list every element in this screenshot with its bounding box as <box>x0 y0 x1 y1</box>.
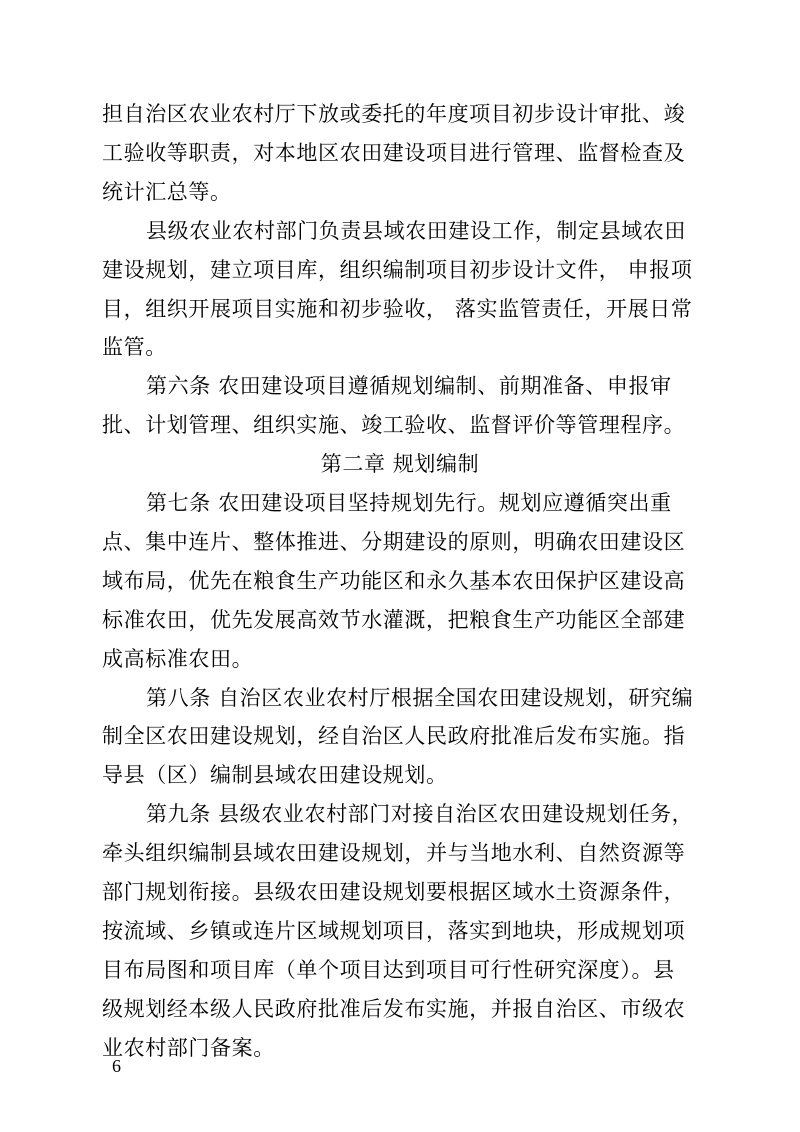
text-line: 点、集中连片、整体推进、分期建设的原则，明确农田建设区 <box>102 529 686 554</box>
article-6-line: 第六条 农田建设项目遵循规划编制、前期准备、申报审 <box>146 374 672 399</box>
text-line: 工验收等职责，对本地区农田建设项目进行管理、监督检查及 <box>102 140 686 165</box>
text-line: 建设规划，建立项目库，组织编制项目初步设计文件， 申报项 <box>102 257 693 282</box>
text-line: 级规划经本级人民政府批准后发布实施，并报自治区、市级农 <box>102 996 686 1021</box>
text-line: 担自治区农业农村厅下放或委托的年度项目初步设计审批、竣 <box>102 102 686 126</box>
article-9-line: 第九条 县级农业农村部门对接自治区农田建设规划任务， <box>146 802 694 827</box>
text-line: 域布局，优先在粮食生产功能区和永久基本农田保护区建设高 <box>102 568 686 593</box>
text-line: 监管。 <box>102 335 167 360</box>
text-line: 目布局图和项目库（单个项目达到项目可行性研究深度）。县 <box>102 957 675 982</box>
text-line: 牵头组织编制县域农田建设规划，并与当地水利、自然资源等 <box>102 841 686 866</box>
page-number: 6 <box>112 1056 121 1076</box>
text-line: 统计汇总等。 <box>102 179 232 204</box>
text-line: 导县（区）编制县域农田建设规划。 <box>102 763 448 788</box>
text-line: 批、计划管理、组织实施、竣工验收、监督评价等管理程序。 <box>102 413 686 438</box>
text-line: 业农村部门备案。 <box>102 1035 275 1060</box>
text-line: 制全区农田建设规划，经自治区人民政府批准后发布实施。指 <box>102 724 686 749</box>
text-line: 部门规划衔接。县级农田建设规划要根据区域水土资源条件， <box>102 880 686 904</box>
text-line: 按流域、乡镇或连片区域规划项目，落实到地块，形成规划项 <box>102 918 686 943</box>
article-8-line: 第八条 自治区农业农村厅根据全国农田建设规划，研究编 <box>146 685 694 710</box>
text-line: 标准农田，优先发展高效节水灌溉，把粮食生产功能区全部建 <box>102 607 686 632</box>
text-line: 目，组织开展项目实施和初步验收， 落实监管责任，开展日常 <box>102 296 693 321</box>
article-7-line: 第七条 农田建设项目坚持规划先行。规划应遵循突出重 <box>146 491 672 515</box>
text-line: 县级农业农村部门负责县域农田建设工作，制定县域农田 <box>146 218 686 243</box>
chapter-heading: 第二章 规划编制 <box>320 452 480 477</box>
text-line: 成高标准农田。 <box>102 646 254 671</box>
